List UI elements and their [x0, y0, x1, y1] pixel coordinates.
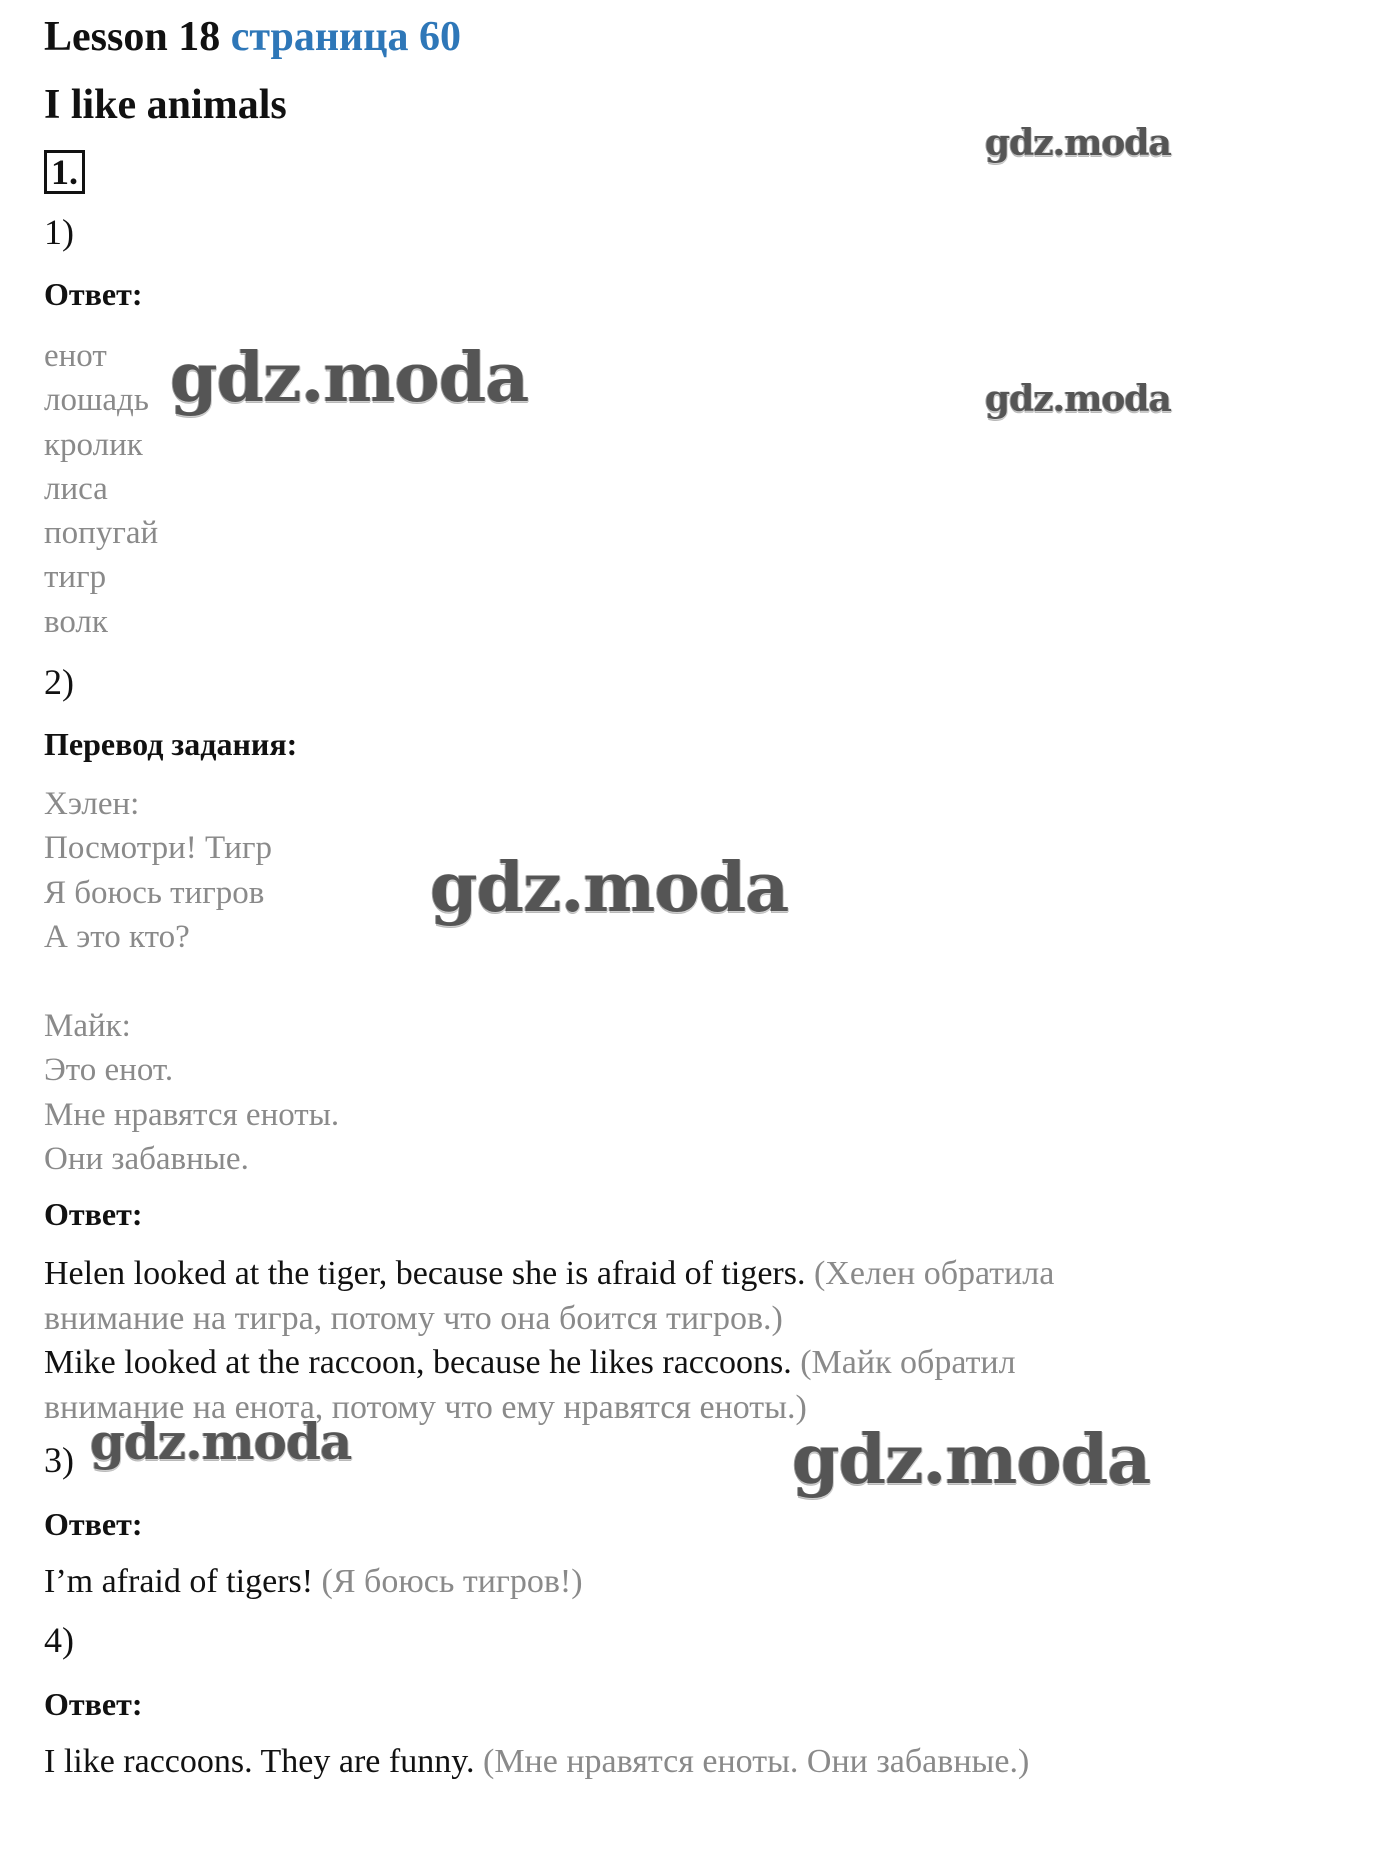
part4-answer-russian: (Мне нравятся еноты. Они забавные.) [483, 1743, 1030, 1780]
page-number: страница 60 [230, 14, 461, 60]
answer1-russian-start: (Хелен обратила [813, 1255, 1055, 1292]
dialogue-line: Я боюсь тигров [44, 874, 265, 911]
dialogue-line: Они забавные. [44, 1140, 249, 1177]
dialogue-line: Хэлен: [44, 786, 140, 822]
part4-number: 4) [44, 1620, 74, 1660]
watermark-logo: gdz.moda [90, 1412, 352, 1471]
part4-answer [44, 1740, 1029, 1785]
part3-answer-label: Ответ: [44, 1506, 143, 1542]
watermark-logo: gdz.moda [430, 848, 789, 928]
lesson-title: I like animals [44, 82, 287, 128]
answer1-russian-end: внимание на тигра, потому что она боится тигров.) [44, 1299, 783, 1337]
word-item: попугай [44, 515, 159, 552]
part1-word-list [44, 334, 158, 644]
dialogue-line: Это енот. [44, 1052, 174, 1089]
part2-translation-label: Перевод задания: [44, 726, 298, 762]
word-item: лошадь [44, 382, 149, 419]
part3-answer-russian: (Я боюсь тигров!) [321, 1563, 583, 1600]
word-item: волк [44, 603, 108, 640]
dialogue-line: А это кто? [44, 918, 190, 955]
exercise-number: 1. [44, 150, 85, 194]
part1-answer-label: Ответ: [44, 276, 143, 312]
watermark-logo: gdz.moda [792, 1420, 1151, 1500]
word-item: лиса [44, 470, 108, 507]
watermark-logo: gdz.moda [985, 378, 1171, 420]
answer2-english: Mike looked at the raccoon, because he likes raccoons. [44, 1344, 792, 1381]
dialogue-line: Посмотри! Тигр [44, 830, 273, 867]
lesson-number: Lesson 18 [44, 14, 221, 60]
answer1-english: Helen looked at the tiger, because she is afraid of tigers. [44, 1255, 806, 1292]
word-item: енот [44, 338, 107, 374]
part4-answer-english: I like raccoons. They are funny. [44, 1743, 475, 1780]
helen-dialogue [44, 782, 272, 959]
part2-answer-label: Ответ: [44, 1196, 143, 1232]
part3-answer-english: I’m afraid of tigers! [44, 1563, 314, 1600]
answer-line [44, 1341, 1054, 1386]
mike-dialogue [44, 1004, 339, 1181]
word-item: тигр [44, 559, 107, 596]
answer2-russian-end: внимание на енота, потому что ему нравятся еноты.) [44, 1388, 807, 1426]
answer2-russian-start: (Майк обратил [800, 1344, 1016, 1381]
part2-number: 2) [44, 662, 74, 702]
part3-number: 3) [44, 1440, 74, 1480]
word-item: кролик [44, 426, 143, 463]
part1-number: 1) [44, 212, 74, 252]
dialogue-line: Мне нравятся еноты. [44, 1096, 340, 1133]
watermark-logo: gdz.moda [170, 338, 529, 418]
part2-answer-text [44, 1252, 1054, 1430]
part3-answer [44, 1560, 583, 1605]
exercise-number-box [44, 150, 85, 194]
answer-line [44, 1252, 1054, 1297]
part4-answer-label: Ответ: [44, 1686, 143, 1722]
dialogue-line: Майк: [44, 1008, 131, 1044]
watermark-logo: gdz.moda [985, 122, 1171, 164]
lesson-heading [44, 14, 461, 60]
